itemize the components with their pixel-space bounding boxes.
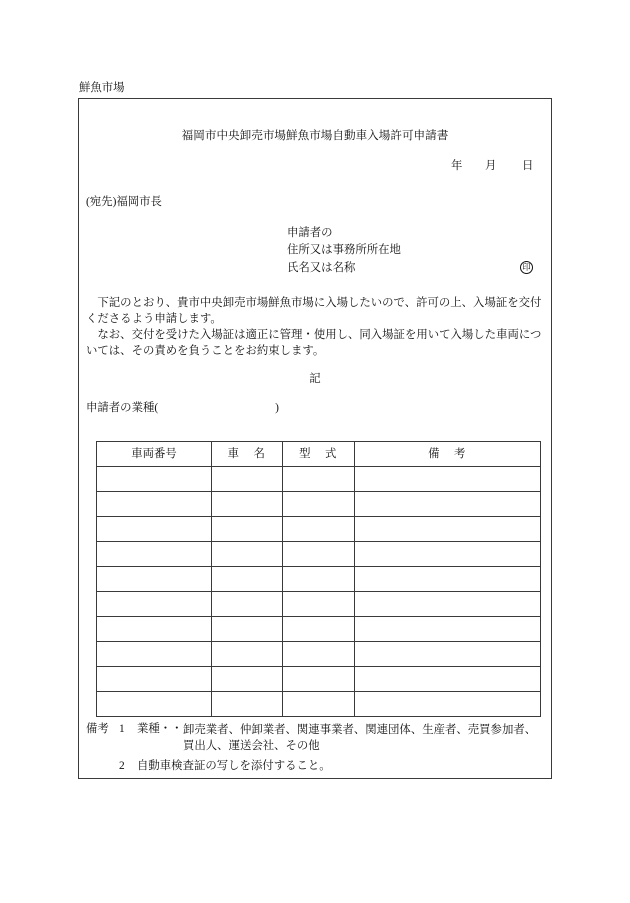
- table-row: [97, 567, 541, 592]
- cell-remarks[interactable]: [355, 542, 541, 567]
- table-row: [97, 592, 541, 617]
- cell-vehicle-number[interactable]: [97, 567, 212, 592]
- table-row: [97, 642, 541, 667]
- seal-mark-icon: 印: [520, 261, 533, 274]
- column-header-vehicle-name: 車 名: [212, 442, 283, 467]
- cell-model[interactable]: [283, 617, 355, 642]
- cell-vehicle-number[interactable]: [97, 642, 212, 667]
- applicant-name-label: 氏名又は名称: [287, 262, 356, 274]
- cell-remarks[interactable]: [355, 517, 541, 542]
- cell-vehicle-name[interactable]: [212, 467, 283, 492]
- table-header-row: [97, 442, 541, 467]
- cell-vehicle-number[interactable]: [97, 592, 212, 617]
- cell-vehicle-name[interactable]: [212, 642, 283, 667]
- cell-vehicle-name[interactable]: [212, 592, 283, 617]
- cell-model[interactable]: [283, 567, 355, 592]
- notes-label: 備考: [86, 723, 109, 735]
- cell-model[interactable]: [283, 492, 355, 517]
- industry-label: 申請者の業種(: [86, 402, 159, 414]
- cell-model[interactable]: [283, 642, 355, 667]
- cell-model[interactable]: [283, 542, 355, 567]
- cell-remarks[interactable]: [355, 667, 541, 692]
- cell-remarks[interactable]: [355, 592, 541, 617]
- note-2-text: 自動車検査証の写しを添付すること。: [137, 760, 331, 772]
- note-1-term: 業種・・: [137, 723, 183, 735]
- note-1-number: 1: [119, 723, 125, 735]
- cell-vehicle-name[interactable]: [212, 617, 283, 642]
- table-row: [97, 542, 541, 567]
- addressee: (宛先)福岡市長: [86, 196, 162, 208]
- cell-vehicle-name[interactable]: [212, 517, 283, 542]
- industry-line: [86, 401, 279, 415]
- cell-vehicle-name[interactable]: [212, 542, 283, 567]
- table-row: [97, 617, 541, 642]
- column-header-model: 型 式: [283, 442, 355, 467]
- cell-vehicle-name[interactable]: [212, 667, 283, 692]
- cell-remarks[interactable]: [355, 492, 541, 517]
- cell-remarks[interactable]: [355, 467, 541, 492]
- market-label: 鮮魚市場: [79, 82, 125, 94]
- column-header-remarks: 備 考: [355, 442, 541, 467]
- cell-vehicle-number[interactable]: [97, 617, 212, 642]
- cell-model[interactable]: [283, 517, 355, 542]
- cell-vehicle-name[interactable]: [212, 492, 283, 517]
- cell-vehicle-number[interactable]: [97, 492, 212, 517]
- cell-vehicle-number[interactable]: [97, 517, 212, 542]
- note-1-text: 卸売業者、仲卸業者、関連事業者、関連団体、生産者、売買参加者、買出人、運送会社、その他: [183, 724, 537, 752]
- cell-vehicle-number[interactable]: [97, 467, 212, 492]
- cell-vehicle-number[interactable]: [97, 667, 212, 692]
- cell-model[interactable]: [283, 592, 355, 617]
- cell-vehicle-number[interactable]: [97, 692, 212, 717]
- industry-input[interactable]: [158, 402, 275, 414]
- cell-model[interactable]: [283, 667, 355, 692]
- table-row: [97, 517, 541, 542]
- vehicle-table: [96, 441, 541, 717]
- form-title: 福岡市中央卸売市場鮮魚市場自動車入場許可申請書: [181, 129, 449, 142]
- body-paragraph-request: 下記のとおり、貴市中央卸売市場鮮魚市場に入場したいので、許可の上、入場証を交付くださるよう申請します。: [86, 297, 542, 325]
- date-day: 日: [522, 160, 534, 172]
- ki-heading: 記: [309, 373, 321, 385]
- column-header-vehicle-number: 車両番号: [97, 442, 212, 467]
- cell-remarks[interactable]: [355, 567, 541, 592]
- cell-model[interactable]: [283, 692, 355, 717]
- date-year: 年: [451, 160, 463, 172]
- cell-model[interactable]: [283, 467, 355, 492]
- table-row: [97, 692, 541, 717]
- body-paragraph-pledge: なお、交付を受けた入場証は適正に管理・使用し、同入場証を用いて入場した車両については、その責めを負うことをお約束します。: [86, 329, 542, 357]
- table-row: [97, 467, 541, 492]
- applicant-address-label: 住所又は事務所所在地: [287, 244, 401, 256]
- table-row: [97, 492, 541, 517]
- cell-vehicle-name[interactable]: [212, 567, 283, 592]
- date-month: 月: [485, 160, 497, 172]
- cell-remarks[interactable]: [355, 617, 541, 642]
- industry-close-paren: ): [275, 402, 279, 414]
- cell-vehicle-number[interactable]: [97, 542, 212, 567]
- cell-remarks[interactable]: [355, 692, 541, 717]
- table-row: [97, 667, 541, 692]
- cell-vehicle-name[interactable]: [212, 692, 283, 717]
- cell-remarks[interactable]: [355, 642, 541, 667]
- note-2-number: 2: [119, 760, 125, 772]
- applicant-heading: 申請者の: [287, 227, 333, 239]
